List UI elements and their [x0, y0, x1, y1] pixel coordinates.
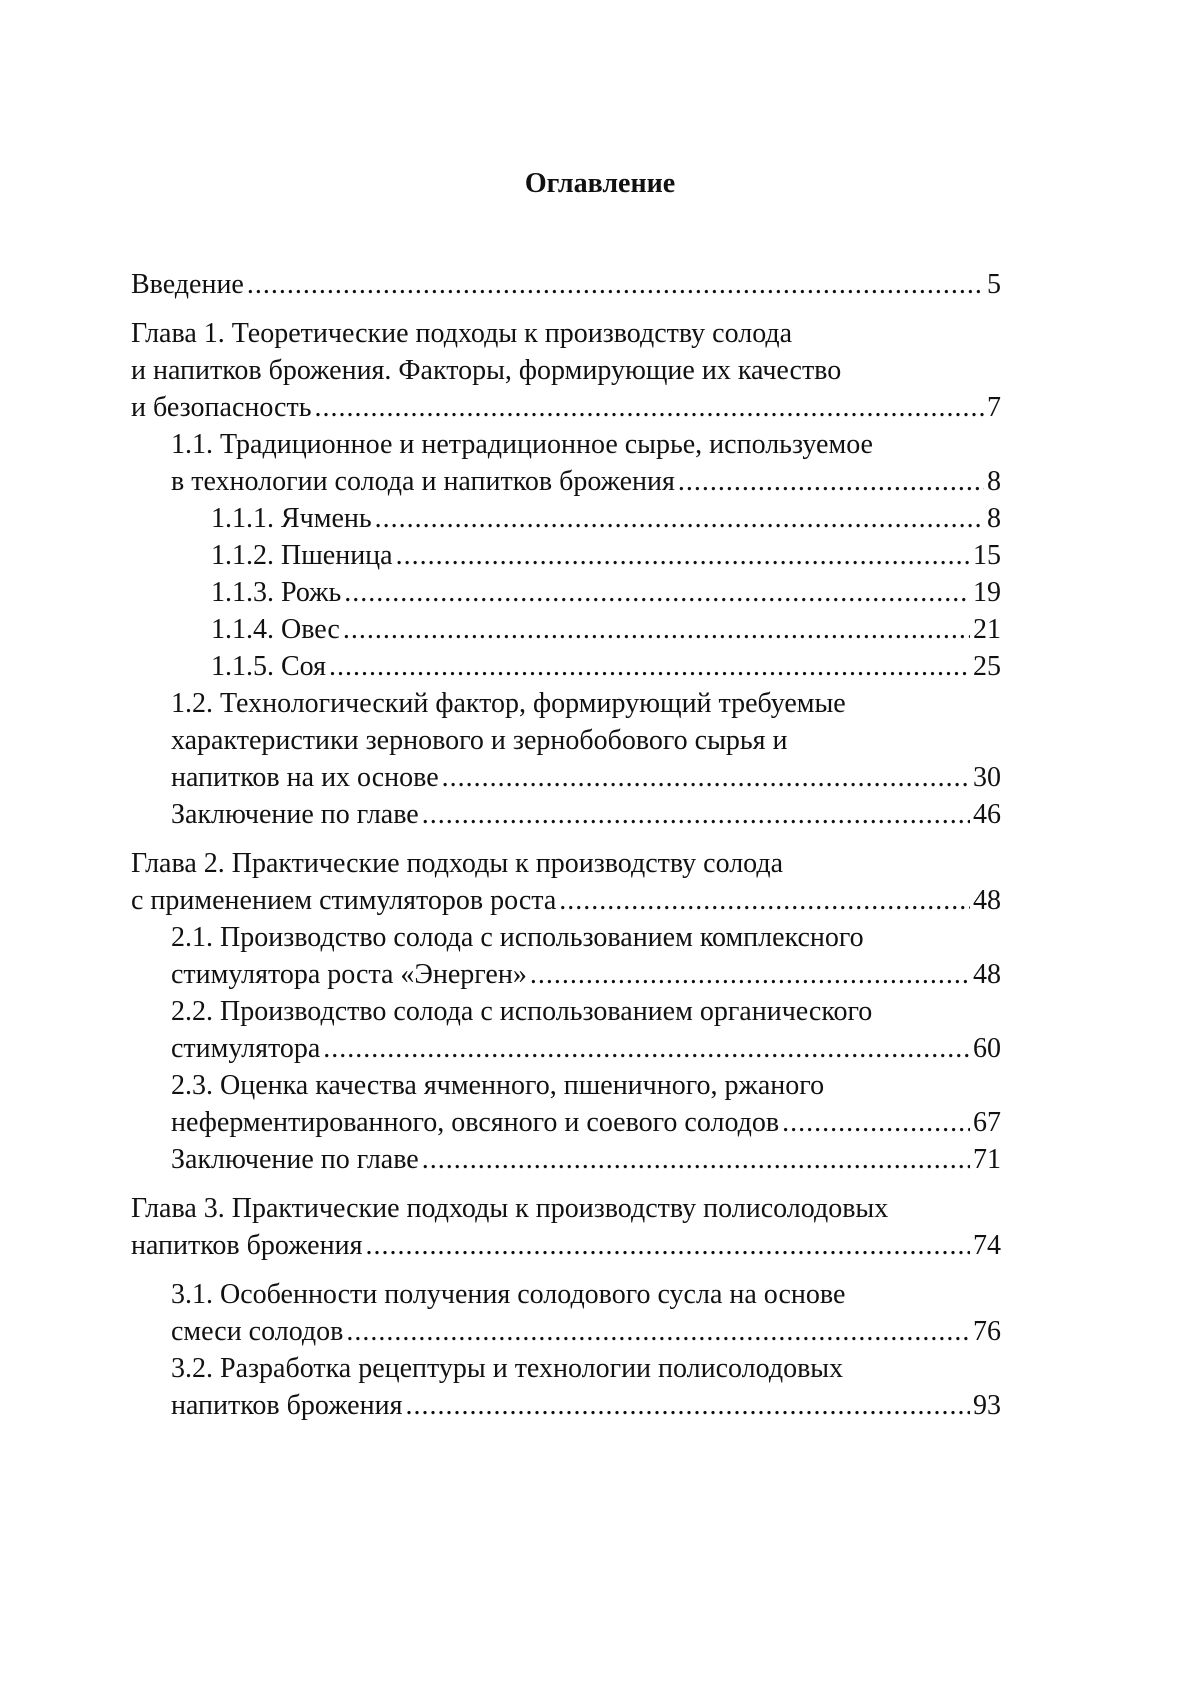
dot-leader	[346, 1313, 970, 1350]
toc-entry-title: 1.1.4. Овес	[211, 614, 340, 645]
toc-page-number: 74	[973, 1230, 1001, 1261]
toc-page-number: 76	[973, 1316, 1001, 1347]
toc-entry-line	[171, 1387, 1001, 1424]
toc-entry-line	[171, 796, 1001, 833]
dot-leader	[343, 611, 970, 648]
toc-entry-line	[171, 1030, 1001, 1067]
toc-entry-title: смеси солодов	[171, 1316, 344, 1347]
dot-leader	[375, 500, 984, 537]
toc-page-number: 21	[973, 614, 1001, 645]
toc-entry-text-line: характеристики зернового и зернобобового сырья и	[171, 725, 788, 756]
toc-entry-title: напитков брожения	[131, 1230, 363, 1261]
toc-entry-text-line: 1.2. Технологический фактор, формирующий требуемые	[171, 688, 846, 719]
dot-leader	[442, 759, 970, 796]
dot-leader	[530, 956, 970, 993]
toc-entry-title: и безопасность	[131, 392, 312, 423]
toc-entry-line	[131, 1227, 1001, 1264]
toc-entry	[131, 1067, 1001, 1141]
toc-title: Оглавление	[524, 168, 676, 199]
toc-entry	[131, 574, 1001, 611]
toc-entry-line	[171, 759, 1001, 796]
dot-leader	[678, 463, 984, 500]
toc-entry	[131, 611, 1001, 648]
toc-entry-title: стимулятора	[171, 1033, 321, 1064]
toc-entry-line	[211, 574, 1001, 611]
toc-entry-text-line: Глава 1. Теоретические подходы к производству солода	[131, 318, 793, 349]
toc-page-number: 93	[973, 1390, 1001, 1421]
dot-leader	[323, 1030, 970, 1067]
toc-entry-text-line: 2.2. Производство солода с использованием органического	[171, 996, 873, 1027]
toc-entry-title: Заключение по главе	[171, 799, 419, 830]
toc-page-number: 48	[973, 885, 1001, 916]
toc-entry-text-line: 2.3. Оценка качества ячменного, пшеничного, ржаного	[171, 1070, 825, 1101]
dot-leader	[314, 389, 984, 426]
toc-entry-title: неферментированного, овсяного и соевого солодов	[171, 1107, 780, 1138]
toc-entry-text-line: 1.1. Традиционное и нетрадиционное сырье, используемое	[171, 429, 873, 460]
toc-entry-line	[171, 463, 1001, 500]
toc-entry	[131, 919, 1001, 993]
dot-leader	[329, 648, 970, 685]
toc-entry	[131, 315, 1001, 426]
toc-entry	[131, 266, 1001, 303]
toc-entry	[131, 845, 1001, 919]
toc-page-number: 25	[973, 651, 1001, 682]
toc-entry-text-line: и напитков брожения. Факторы, формирующие их качество	[131, 355, 842, 386]
dot-leader	[405, 1387, 970, 1424]
toc-entry-text-line: Глава 3. Практические подходы к производству полисолодовых	[131, 1193, 889, 1224]
toc-entry-line	[131, 882, 1001, 919]
toc-entry-title: Введение	[131, 269, 244, 300]
toc-page-number: 60	[973, 1033, 1001, 1064]
toc-entry-title: стимулятора роста «Энерген»	[171, 959, 527, 990]
toc-entry	[131, 1350, 1001, 1424]
toc-entry-text-line: 2.1. Производство солода с использованием комплексного	[171, 922, 864, 953]
toc-entry-title: 1.1.5. Соя	[211, 651, 327, 682]
toc-entry	[131, 685, 1001, 796]
toc-page-number: 5	[987, 269, 1001, 300]
toc-entry-text-line: Глава 2. Практические подходы к производству солода	[131, 848, 784, 879]
toc-entry	[131, 500, 1001, 537]
toc-entry	[131, 648, 1001, 685]
dot-leader	[782, 1104, 970, 1141]
toc-entry-line	[131, 389, 1001, 426]
dot-leader	[396, 537, 970, 574]
toc-entry-title: Заключение по главе	[171, 1144, 419, 1175]
toc-entry-title: 1.1.3. Рожь	[211, 577, 342, 608]
toc-entry-title: 1.1.1. Ячмень	[211, 503, 372, 534]
toc-entry	[131, 1190, 1001, 1264]
toc-entry	[131, 993, 1001, 1067]
toc-entry	[131, 1276, 1001, 1350]
toc-entry-line	[211, 611, 1001, 648]
toc-page-number: 7	[987, 392, 1001, 423]
toc-entry-text-line: 3.2. Разработка рецептуры и технологии полисолодовых	[171, 1353, 844, 1384]
dot-leader	[559, 882, 970, 919]
toc-entry-line	[211, 537, 1001, 574]
toc-entry-line	[131, 266, 1001, 303]
toc-entry-line	[211, 500, 1001, 537]
toc-entry-line	[211, 648, 1001, 685]
toc-page-number: 67	[973, 1107, 1001, 1138]
dot-leader	[247, 266, 984, 303]
toc-entry	[131, 1141, 1001, 1178]
toc-page-number: 15	[973, 540, 1001, 571]
toc-entry-line	[171, 1313, 1001, 1350]
toc-page-number: 48	[973, 959, 1001, 990]
toc-page-number: 19	[973, 577, 1001, 608]
toc-entry-title: напитков на их основе	[171, 762, 439, 793]
dot-leader	[422, 1141, 970, 1178]
table-of-contents	[131, 266, 1001, 1424]
toc-entry-line	[171, 956, 1001, 993]
toc-entry-text-line: 3.1. Особенности получения солодового сусла на основе	[171, 1279, 846, 1310]
toc-page-number: 46	[973, 799, 1001, 830]
dot-leader	[344, 574, 970, 611]
toc-entry-line	[171, 1141, 1001, 1178]
toc-entry	[131, 796, 1001, 833]
toc-page-number: 30	[973, 762, 1001, 793]
toc-page-number: 71	[973, 1144, 1001, 1175]
dot-leader	[365, 1227, 970, 1264]
toc-entry-title: 1.1.2. Пшеница	[211, 540, 393, 571]
toc-entry-line	[171, 1104, 1001, 1141]
toc-entry	[131, 426, 1001, 500]
toc-entry-title: напитков брожения	[171, 1390, 403, 1421]
toc-page-number: 8	[987, 466, 1001, 497]
dot-leader	[422, 796, 970, 833]
toc-entry-title: с применением стимуляторов роста	[131, 885, 557, 916]
toc-page-number: 8	[987, 503, 1001, 534]
toc-entry-title: в технологии солода и напитков брожения	[171, 466, 675, 497]
toc-entry	[131, 537, 1001, 574]
